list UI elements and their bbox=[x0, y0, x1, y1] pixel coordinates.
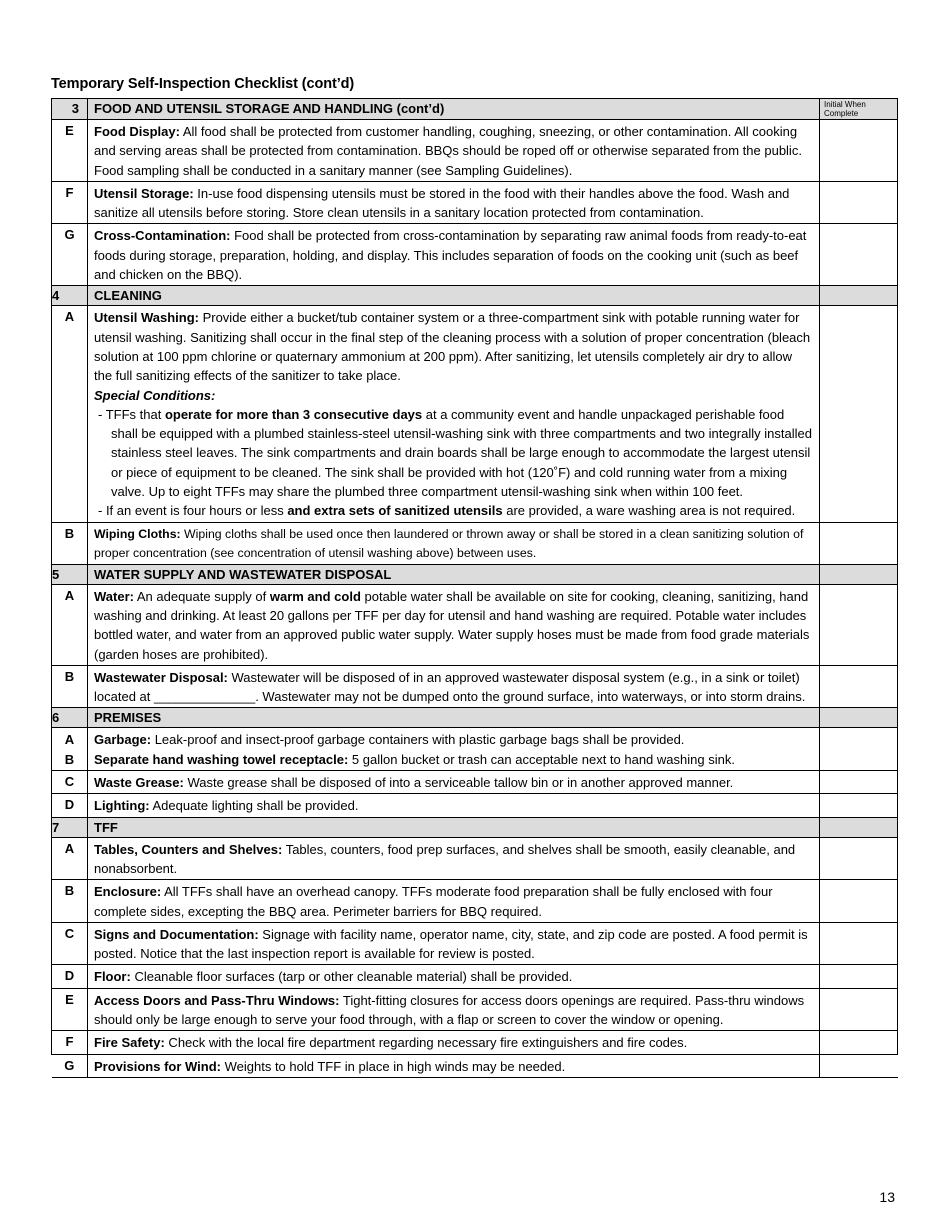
section-header-3 bbox=[52, 99, 898, 120]
item-letter: B bbox=[64, 751, 75, 767]
checklist-row-6D bbox=[52, 794, 898, 817]
checklist-row-5B bbox=[52, 665, 898, 708]
item-label: Separate hand washing towel receptacle: bbox=[94, 751, 349, 767]
item-label: Waste Grease: bbox=[94, 775, 184, 791]
initial-cell[interactable] bbox=[820, 837, 898, 880]
item-letter: E bbox=[52, 120, 88, 182]
section-header-6 bbox=[52, 708, 898, 728]
item-label: Provisions for Wind: bbox=[94, 1058, 221, 1074]
initial-cell[interactable] bbox=[820, 665, 898, 708]
item-text bbox=[88, 771, 820, 794]
bullet-text: - TFFs that bbox=[98, 406, 165, 422]
bullet-emphasis: operate for more than 3 consecutive days bbox=[164, 406, 423, 422]
bullet-text: are provided, a ware washing area is not required. bbox=[502, 503, 796, 519]
item-label: Wastewater Disposal: bbox=[94, 669, 228, 685]
bullet-text: - If an event is four hours or less bbox=[98, 503, 288, 519]
initial-cell[interactable] bbox=[820, 224, 898, 286]
item-emphasis: warm and cold bbox=[269, 588, 361, 604]
item-description: Weights to hold TFF in place in high winds may be needed. bbox=[221, 1058, 566, 1074]
item-description: An adequate supply of bbox=[133, 588, 270, 604]
checklist-row-3E bbox=[52, 120, 898, 182]
item-description: Check with the local fire department regarding necessary fire extinguishers and fire codes. bbox=[164, 1035, 688, 1051]
item-description: Waste grease shall be disposed of into a serviceable tallow bin or in another approved manner. bbox=[183, 775, 734, 791]
item-text bbox=[88, 181, 820, 224]
item-label: Utensil Storage: bbox=[94, 185, 194, 201]
item-letter: C bbox=[52, 922, 88, 965]
item-letter-pair bbox=[52, 728, 88, 771]
item-letter: B bbox=[52, 665, 88, 708]
item-letter: F bbox=[52, 1031, 88, 1054]
initial-cell[interactable] bbox=[820, 965, 898, 988]
section-number: 6 bbox=[52, 708, 88, 728]
item-text bbox=[88, 522, 820, 564]
bullet-text: at a community event and handle unpackaged perishable food shall be equipped with a plumbed stainless-steel utensil-washing sink with three compartments and two integrally installed stainless steel leaves. The sink compartments and drain boards shall be large enough to accommodate the largest utensil or piece of equipment to be cleaned. The sink shall be provided with hot (120˚F) and cold running water from a mixing valve. Up to eight TFFs may share the plumbed three compartment utensil-washing sink when within 100 feet. bbox=[111, 406, 812, 500]
item-text bbox=[88, 1054, 820, 1077]
item-description: Leak-proof and insect-proof garbage containers with plastic garbage bags shall be provided. bbox=[151, 732, 685, 748]
checklist-row-7D bbox=[52, 965, 898, 988]
item-text bbox=[88, 665, 820, 708]
item-description: Tight-fitting closures for access doors openings are required. Pass-thru windows should only be large enough to serve your food through, with a flap or screen to cover the window or opening. bbox=[94, 992, 805, 1027]
item-text bbox=[88, 880, 820, 923]
item-label: Water: bbox=[94, 588, 134, 604]
initial-cell[interactable] bbox=[820, 880, 898, 923]
initial-cell[interactable] bbox=[820, 794, 898, 817]
item-letter: A bbox=[52, 837, 88, 880]
item-description: Signage with facility name, operator name, city, state, and zip code are posted. A food permit is posted. Notice that the last inspection report is available for review is posted. bbox=[94, 926, 808, 962]
checklist-row-7E bbox=[52, 988, 898, 1031]
item-description: Adequate lighting shall be provided. bbox=[149, 798, 359, 814]
checklist-row-3F bbox=[52, 181, 898, 224]
item-text bbox=[88, 1031, 820, 1054]
item-description: In-use food dispensing utensils must be stored in the food with their handles above the food. Wash and sanitize all utensils before storing. Store clean utensils in a sanitary location protected from contamination. bbox=[94, 185, 790, 221]
initial-cell[interactable] bbox=[820, 988, 898, 1031]
initial-cell[interactable] bbox=[820, 728, 898, 771]
initial-cell[interactable] bbox=[820, 922, 898, 965]
initial-when-complete-header: Initial When Complete bbox=[820, 99, 898, 120]
section-header-blank bbox=[820, 564, 898, 584]
section-heading: PREMISES bbox=[88, 708, 820, 728]
item-text bbox=[88, 922, 820, 965]
item-text bbox=[88, 306, 820, 522]
item-letter: G bbox=[52, 1054, 88, 1077]
item-text bbox=[88, 120, 820, 182]
checklist-row-6AB bbox=[52, 728, 898, 771]
section-heading: FOOD AND UTENSIL STORAGE AND HANDLING (cont’d) bbox=[88, 99, 820, 120]
section-number: 3 bbox=[52, 99, 88, 120]
item-description: All TFFs shall have an overhead canopy. TFFs moderate food preparation shall be fully enclosed with four complete sides, excepting the BBQ area. Perimeter barriers for BBQ required. bbox=[94, 884, 773, 919]
section-header-blank bbox=[820, 817, 898, 837]
document-title: Temporary Self-Inspection Checklist (cont’d) bbox=[51, 76, 355, 92]
section-header-7 bbox=[52, 817, 898, 837]
section-header-blank bbox=[820, 286, 898, 306]
item-text bbox=[88, 988, 820, 1031]
checklist-row-5A bbox=[52, 584, 898, 665]
item-letter: D bbox=[52, 965, 88, 988]
section-heading: TFF bbox=[88, 817, 820, 837]
initial-cell[interactable] bbox=[820, 120, 898, 182]
item-letter: A bbox=[52, 584, 88, 665]
checklist-table bbox=[51, 98, 898, 1078]
item-description: 5 gallon bucket or trash can acceptable next to hand washing sink. bbox=[348, 751, 735, 767]
section-header-blank bbox=[820, 708, 898, 728]
checklist-row-4A bbox=[52, 306, 898, 522]
item-label: Tables, Counters and Shelves: bbox=[94, 841, 283, 857]
item-letter: D bbox=[52, 794, 88, 817]
checklist-row-7B bbox=[52, 880, 898, 923]
initial-cell[interactable] bbox=[820, 306, 898, 522]
item-description: Wiping cloths shall be used once then laundered or thrown away or shall be stored in a clean sanitizing solution of proper concentration (see concentration of utensil washing above) between uses. bbox=[94, 526, 804, 560]
item-label: Enclosure: bbox=[94, 884, 162, 900]
special-conditions-heading: Special Conditions: bbox=[94, 387, 216, 403]
item-label: Cross-Contamination: bbox=[94, 228, 231, 244]
bullet-emphasis: and extra sets of sanitized utensils bbox=[287, 503, 503, 519]
item-description: Provide either a bucket/tub container system or a three-compartment sink with potable running water for utensil washing. Sanitizing shall occur in the final step of the cleaning process with a solution of proper concentration (bleach solution at 100 ppm chlorine or quaternary ammonium at 200 ppm). After sanitizing, let utensils completely air dry to allow the full sanitizing effects of the sanitizer to take place. bbox=[94, 310, 811, 384]
item-letter: E bbox=[52, 988, 88, 1031]
checklist-row-7F bbox=[52, 1031, 898, 1054]
item-letter: F bbox=[52, 181, 88, 224]
item-label: Floor: bbox=[94, 969, 131, 985]
initial-cell[interactable] bbox=[820, 1054, 898, 1077]
special-condition-bullet-1 bbox=[94, 405, 813, 501]
item-text bbox=[88, 224, 820, 286]
special-condition-bullet-2 bbox=[94, 501, 813, 520]
item-description: Cleanable floor surfaces (tarp or other cleanable material) shall be provided. bbox=[130, 969, 573, 985]
section-header-4 bbox=[52, 286, 898, 306]
item-description: Tables, counters, food prep surfaces, and shelves shall be smooth, easily cleanable, and nonabsorbent. bbox=[94, 841, 796, 876]
checklist-row-3G bbox=[52, 224, 898, 286]
item-text bbox=[88, 965, 820, 988]
item-letter: B bbox=[52, 522, 88, 564]
item-letter: A bbox=[52, 306, 88, 522]
item-label: Garbage: bbox=[94, 732, 152, 748]
item-letter: C bbox=[52, 771, 88, 794]
checklist-row-7A bbox=[52, 837, 898, 880]
section-heading: WATER SUPPLY AND WASTEWATER DISPOSAL bbox=[88, 564, 820, 584]
item-label: Wiping Cloths: bbox=[94, 526, 181, 541]
section-number: 4 bbox=[52, 286, 88, 306]
item-text bbox=[88, 837, 820, 880]
item-description: potable water shall be available on site for cooking, cleaning, sanitizing, hand washing and drinking. At least 20 gallons per TFF per day for utensil and hand washing are required. Potable water includes bottled water, and water from an approved public water supply. Water supply hoses must be made from food grade materials (garden hoses are prohibited). bbox=[94, 588, 810, 662]
item-description: Wastewater will be disposed of in an approved wastewater disposal system (e.g., in a sink or toilet) located at ______________. Wastewater may not be dumped onto the ground surface, into waterways, or into storm drains. bbox=[94, 669, 806, 705]
checklist-row-7G bbox=[52, 1054, 898, 1077]
item-text bbox=[88, 584, 820, 665]
item-text bbox=[88, 794, 820, 817]
checklist-row-7C bbox=[52, 922, 898, 965]
initial-cell[interactable] bbox=[820, 584, 898, 665]
initial-cell[interactable] bbox=[820, 1031, 898, 1054]
item-label: Signs and Documentation: bbox=[94, 926, 259, 942]
section-header-5 bbox=[52, 564, 898, 584]
item-label: Food Display: bbox=[94, 124, 180, 139]
initial-cell[interactable] bbox=[820, 522, 898, 564]
item-label: Fire Safety: bbox=[94, 1035, 165, 1051]
item-description: Food shall be protected from cross-contamination by separating raw animal foods from ready-to-eat foods during storage, preparation, holding, and display. This includes separation of foods on the cooking unit (such as beef and chicken on the BBQ). bbox=[94, 228, 807, 283]
item-letter: A bbox=[64, 732, 75, 748]
item-label: Utensil Washing: bbox=[94, 310, 199, 326]
item-text bbox=[88, 728, 820, 771]
initial-cell[interactable] bbox=[820, 771, 898, 794]
checklist-row-4B bbox=[52, 522, 898, 564]
section-number: 7 bbox=[52, 817, 88, 837]
item-label: Access Doors and Pass-Thru Windows: bbox=[94, 992, 340, 1008]
initial-cell[interactable] bbox=[820, 181, 898, 224]
section-heading: CLEANING bbox=[88, 286, 820, 306]
item-label: Lighting: bbox=[94, 798, 150, 814]
item-letter: G bbox=[52, 224, 88, 286]
section-number: 5 bbox=[52, 564, 88, 584]
page-number: 13 bbox=[879, 1189, 895, 1205]
checklist-sheet bbox=[51, 98, 897, 1078]
item-description: All food shall be protected from customer handling, coughing, sneezing, or other contamination. All cooking and serving areas shall be protected from contamination. BBQs should be roped off or otherwise separated from the public. Food sampling shall be conducted in a sanitary manner (see Sampling Guidelines). bbox=[94, 124, 802, 178]
checklist-row-6C bbox=[52, 771, 898, 794]
item-letter: B bbox=[52, 880, 88, 923]
